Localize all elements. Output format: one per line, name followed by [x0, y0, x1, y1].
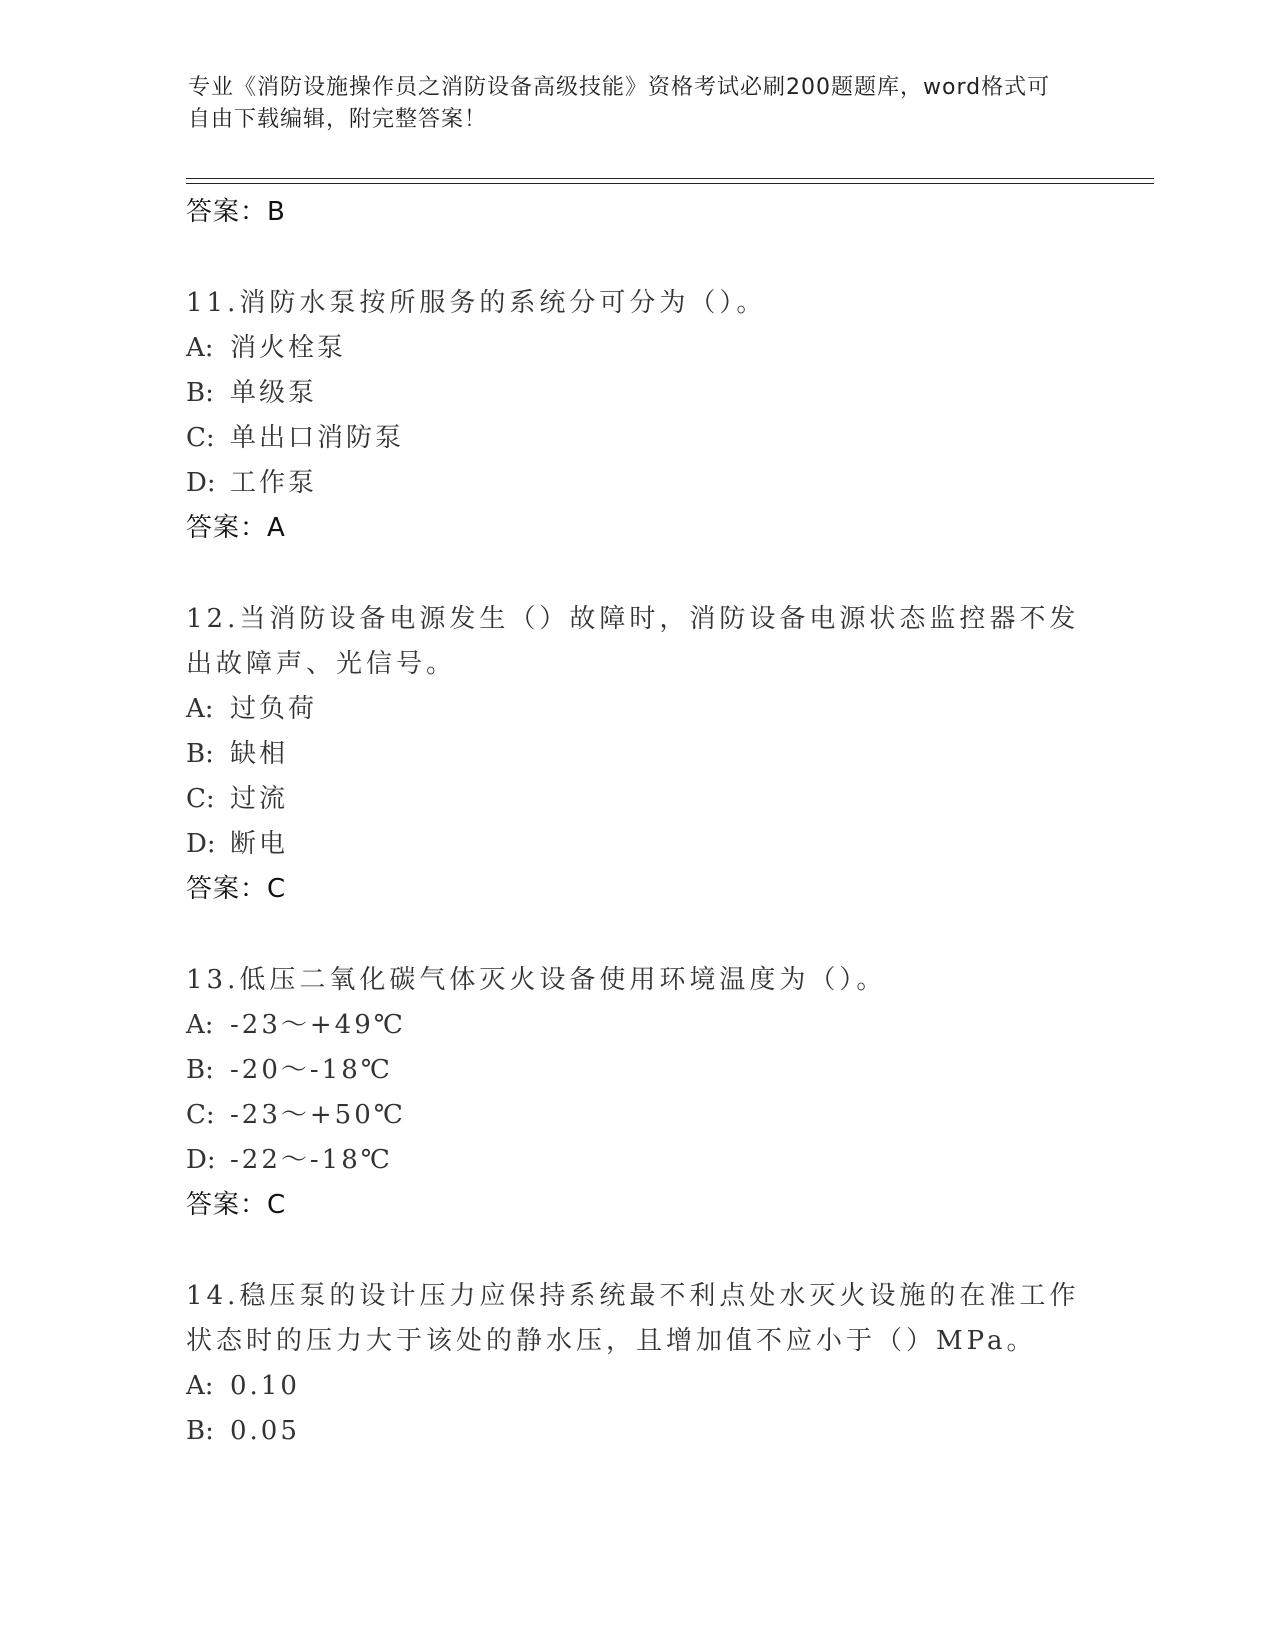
option-text: 消火栓泵 [230, 333, 347, 363]
option-text: -20～-18℃ [230, 1055, 393, 1085]
spacer [186, 1228, 1086, 1274]
document-header: 专业《消防设施操作员之消防设备高级技能》资格考试必刷200题题库，word格式可自由下载编辑，附完整答案！ [188, 75, 1051, 132]
option-text: 单出口消防泵 [230, 423, 405, 453]
header-divider-bottom [186, 183, 1154, 184]
spacer [186, 551, 1086, 597]
option-letter: C: [186, 1100, 215, 1130]
option-c [186, 416, 1086, 461]
option-letter: A: [186, 333, 214, 363]
answer-line: 答案：C [186, 874, 287, 904]
option-text: 工作泵 [230, 468, 318, 498]
option-c [186, 777, 1086, 822]
option-letter: C: [186, 423, 215, 453]
spacer [186, 912, 1086, 958]
option-letter: D: [186, 1145, 216, 1175]
option-a [186, 326, 1086, 371]
option-letter: A: [186, 694, 214, 724]
spacer [186, 235, 1086, 281]
option-d [186, 822, 1086, 867]
answer-line: 答案：C [186, 1190, 287, 1220]
option-text: -23～+50℃ [230, 1100, 406, 1130]
option-text: 缺相 [230, 739, 289, 769]
question-text: 12.当消防设备电源发生（）故障时，消防设备电源状态监控器不发出故障声、光信号。 [186, 604, 1080, 679]
option-letter: B: [186, 378, 214, 408]
option-letter: B: [186, 1416, 214, 1446]
option-letter: B: [186, 739, 214, 769]
option-text: 过负荷 [230, 694, 318, 724]
option-text: 断电 [230, 829, 289, 859]
option-text: 0.10 [230, 1371, 300, 1401]
option-letter: D: [186, 829, 216, 859]
option-text: 单级泵 [230, 378, 318, 408]
question-text: 13.低压二氧化碳气体灭火设备使用环境温度为（）。 [186, 965, 887, 995]
option-a [186, 1003, 1086, 1048]
option-b [186, 732, 1086, 777]
answer-line: 答案：B [186, 197, 286, 227]
question-list [186, 190, 1086, 1454]
option-a [186, 687, 1086, 732]
question-block [186, 597, 1086, 912]
option-letter: C: [186, 784, 215, 814]
option-letter: D: [186, 468, 216, 498]
option-letter: A: [186, 1371, 214, 1401]
option-text: -22～-18℃ [230, 1145, 393, 1175]
option-letter: B: [186, 1055, 214, 1085]
option-text: -23～+49℃ [230, 1010, 406, 1040]
option-a [186, 1364, 1086, 1409]
answer-line: 答案：A [186, 513, 286, 543]
option-c [186, 1093, 1086, 1138]
option-d [186, 1138, 1086, 1183]
question-block [186, 281, 1086, 551]
question-block [186, 958, 1086, 1228]
option-b [186, 371, 1086, 416]
question-text: 11.消防水泵按所服务的系统分可分为（）。 [186, 288, 767, 318]
option-text: 0.05 [230, 1416, 300, 1446]
option-b [186, 1048, 1086, 1093]
question-text: 14.稳压泵的设计压力应保持系统最不利点处水灭火设施的在准工作状态时的压力大于该处的静水压，且增加值不应小于（）MPa。 [186, 1281, 1080, 1356]
question-block [186, 1274, 1086, 1454]
header-divider-top [186, 178, 1154, 179]
option-b [186, 1409, 1086, 1454]
option-text: 过流 [230, 784, 289, 814]
option-d [186, 461, 1086, 506]
option-letter: A: [186, 1010, 214, 1040]
